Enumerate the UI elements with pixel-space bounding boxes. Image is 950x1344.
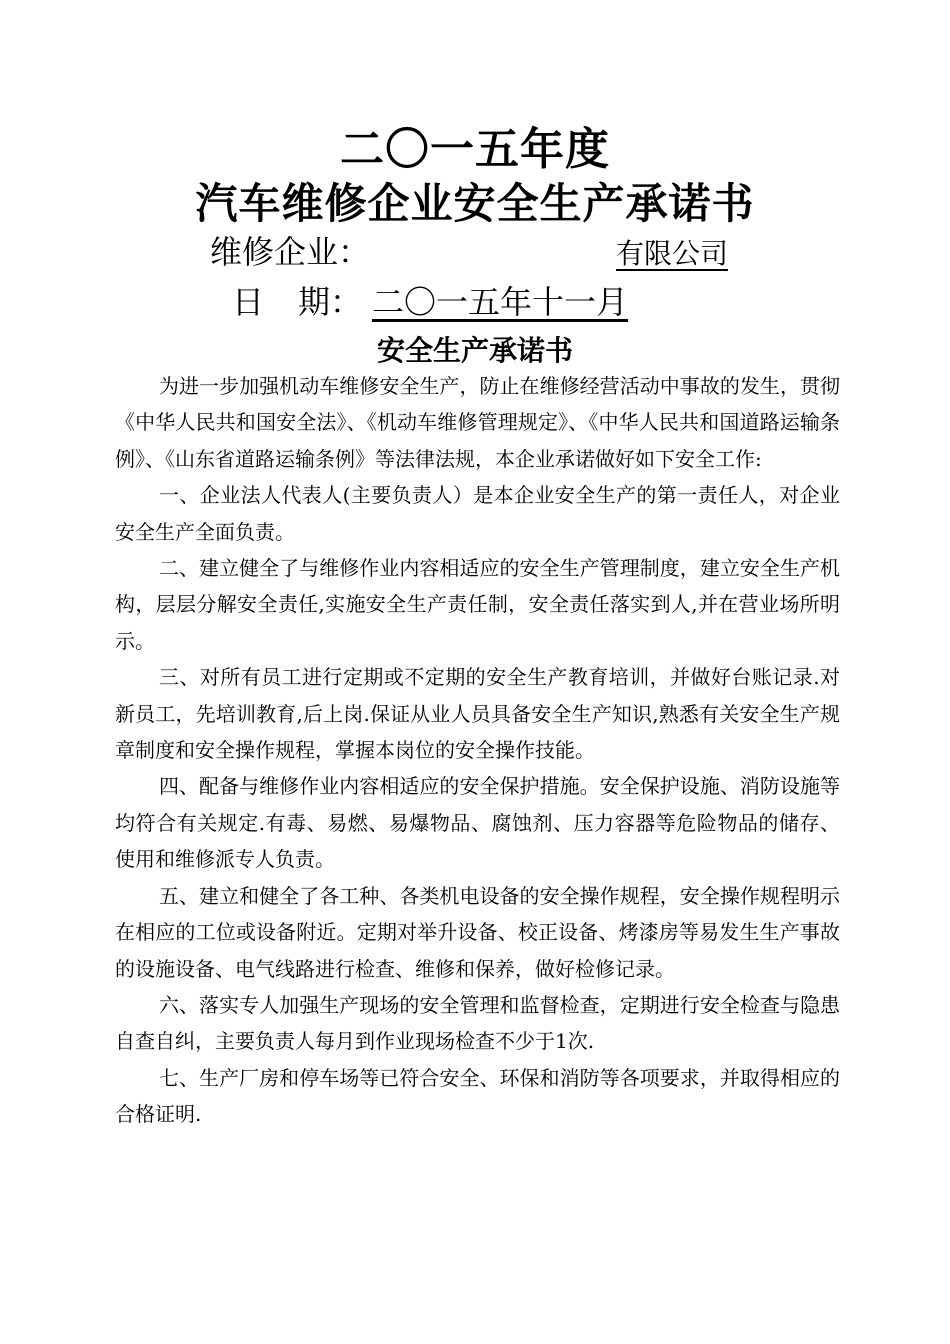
document-title-main: 汽车维修企业安全生产承诺书 (195, 179, 755, 228)
document-subtitle: 安全生产承诺书 (376, 334, 573, 367)
date-value: 二〇一五年十一月 (372, 283, 629, 321)
company-label: 维修企业： (210, 233, 371, 271)
company-row (210, 230, 728, 276)
body-paragraph-7: 七、生产厂房和停车场等已符合安全、环保和消防等各项要求，并取得相应的合格证明. (115, 1065, 840, 1127)
company-name-field: 有限公司 (616, 237, 729, 270)
document-title-year: 二〇一五年度 (340, 124, 610, 175)
body-paragraph-2: 二、建立健全了与维修作业内容相适应的安全生产管理制度，建立安全生产机构，层层分解安全责任,实施安全生产责任制，安全责任落实到人,并在营业场所明示。 (115, 556, 840, 653)
date-label-left: 日 (232, 283, 265, 321)
body-paragraph-5: 五、建立和健全了各工种、各类机电设备的安全操作规程，安全操作规程明示在相应的工位或设备附近。定期对举升设备、校正设备、烤漆房等易发生生产事故的设施设备、电气线路进行检查、维修和保养，做好检修记录。 (115, 883, 840, 981)
body-paragraph-1: 一、企业法人代表人(主要负责人）是本企业安全生产的第一责任人，对企业安全生产全面负责。 (115, 483, 840, 544)
body-paragraph-6: 六、落实专人加强生产现场的安全管理和监督检查，定期进行安全检查与隐患自查自纠，主要负责人每月到作业现场检查不少于1次. (115, 992, 840, 1054)
date-label-right: 期： (298, 283, 363, 321)
date-row (232, 280, 628, 324)
date-label (232, 280, 362, 324)
body-paragraph-4: 四、配备与维修作业内容相适应的安全保护措施。安全保护设施、消防设施等均符合有关规定.有毒、易燃、易爆物品、腐蚀剂、压力容器等危险物品的储存、使用和维修派专人负责。 (115, 774, 840, 872)
body-paragraph-intro: 为进一步加强机动车维修安全生产，防止在维修经营活动中事故的发生，贯彻《中华人民共和国安全法》、《机动车维修管理规定》、《中华人民共和国道路运输条例》、《山东省道路运输条例》等法律法规，本企业承诺做好如下安全工作: (115, 374, 840, 471)
document-body (115, 368, 840, 1133)
body-paragraph-3: 三、对所有员工进行定期或不定期的安全生产教育培训，并做好台账记录.对新员工，先培训教育,后上岗.保证从业人员具备安全生产知识,熟悉有关安全生产规章制度和安全操作规程，掌握本岗位的安全操作技能。 (115, 665, 840, 763)
